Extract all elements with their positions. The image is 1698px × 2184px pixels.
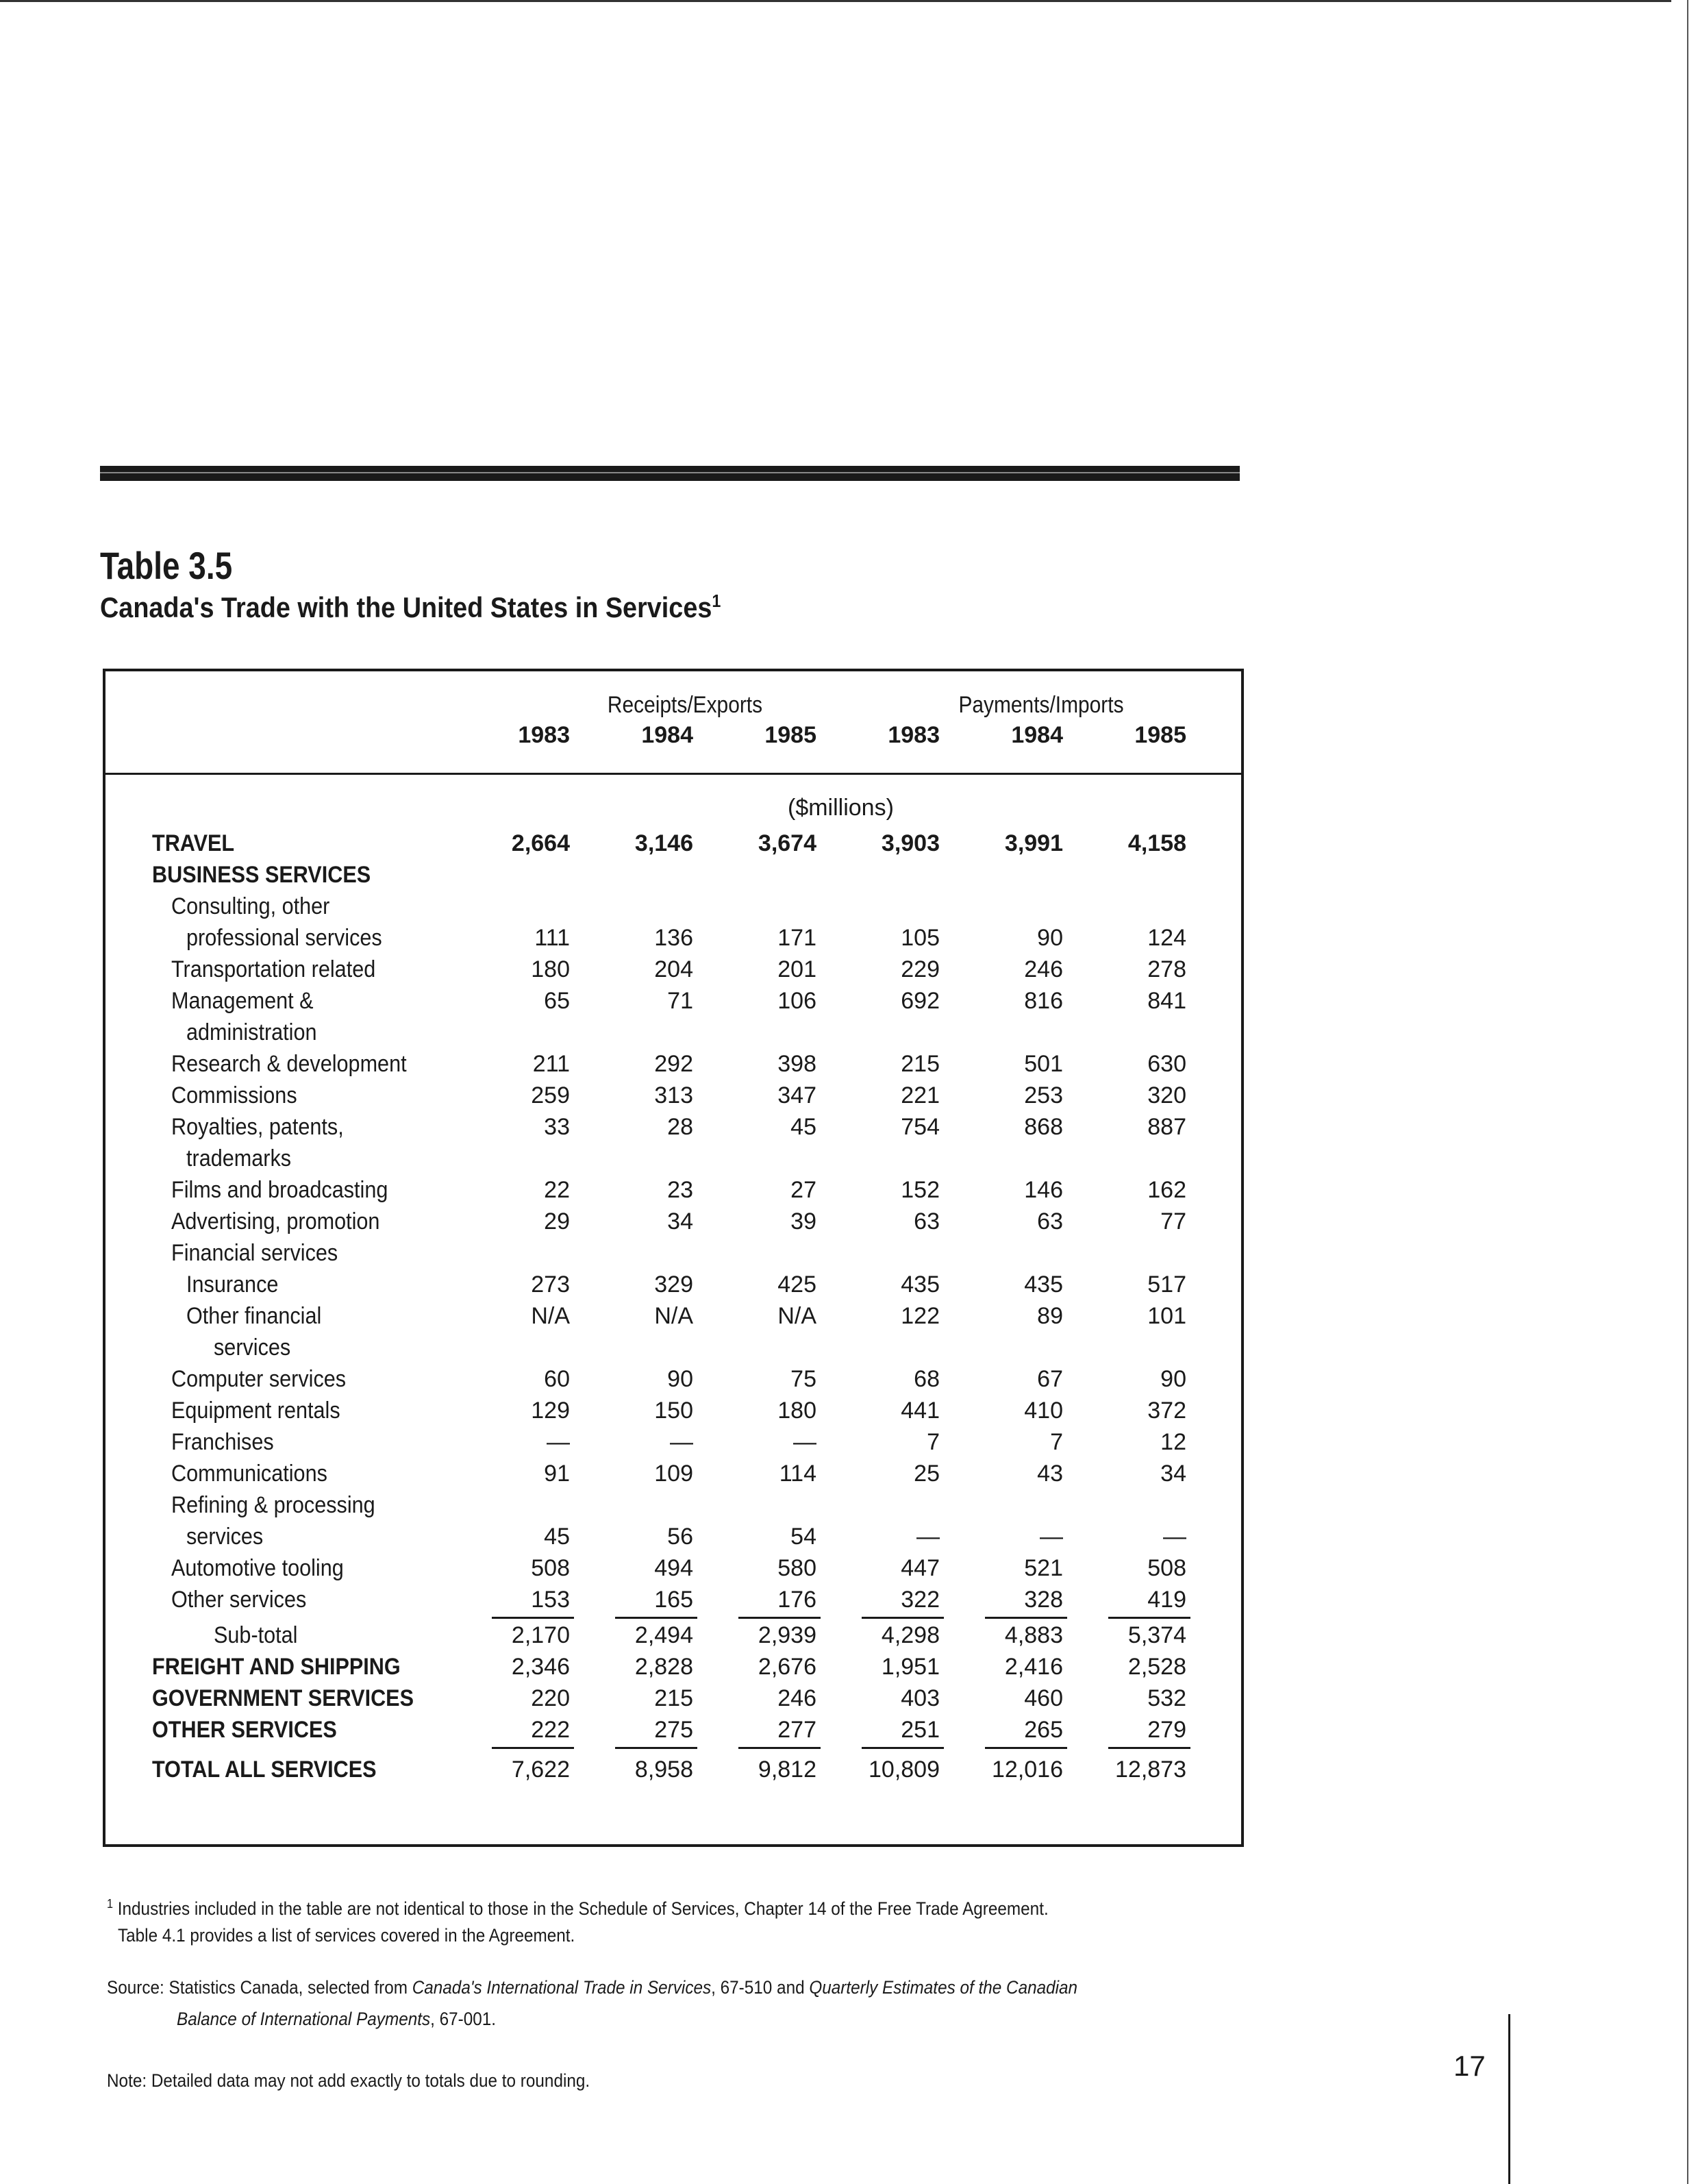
- table-cell: 25: [914, 1461, 940, 1487]
- table-cell: 114: [779, 1461, 816, 1487]
- table-cell: 441: [901, 1398, 940, 1424]
- table-cell: —: [916, 1524, 940, 1550]
- table-cell: 253: [1024, 1082, 1063, 1108]
- table-cell: 90: [1037, 925, 1063, 951]
- table-cell: 176: [777, 1587, 816, 1613]
- table-cell: 1,951: [881, 1654, 940, 1680]
- table-cell: 4,298: [881, 1622, 940, 1648]
- row-label: Franchises: [171, 1429, 274, 1455]
- table-cell: 129: [531, 1398, 570, 1424]
- subtotal-rule: [1108, 1617, 1190, 1619]
- table-cell: 124: [1147, 925, 1186, 951]
- table-cell: 435: [901, 1271, 940, 1298]
- table-cell: 23: [667, 1177, 693, 1203]
- table-cell: 2,828: [634, 1654, 693, 1680]
- table-cell: 63: [914, 1208, 940, 1234]
- table-cell: 4,883: [1004, 1622, 1063, 1648]
- table-cell: 77: [1160, 1208, 1186, 1234]
- table-cell: 508: [1147, 1555, 1186, 1581]
- table-cell: 12: [1160, 1429, 1186, 1455]
- table-cell: 90: [667, 1366, 693, 1392]
- page-right-edge: [1687, 0, 1688, 2184]
- table-cell: 211: [532, 1051, 570, 1077]
- source-publication-1: Canada's International Trade in Services: [412, 1977, 712, 1998]
- table-cell: 34: [667, 1208, 693, 1234]
- subtotal-rule: [492, 1747, 574, 1749]
- table-cell: 152: [901, 1177, 940, 1203]
- row-label: Computer services: [171, 1366, 347, 1392]
- footnote-1-text: Industries included in the table are not identical to those in the Schedule of Services, Chapter 14 of the Free Trade Agreement.: [117, 1898, 1049, 1919]
- table-cell: 398: [777, 1051, 816, 1077]
- table-cell: 2,528: [1127, 1654, 1186, 1680]
- table-cell: 419: [1147, 1587, 1186, 1613]
- row-label: BUSINESS SERVICES: [152, 862, 371, 888]
- year-header: 1984: [641, 722, 693, 748]
- row-label: TOTAL ALL SERVICES: [152, 1757, 377, 1783]
- table-cell: 7: [1050, 1429, 1063, 1455]
- table-cell: 517: [1147, 1271, 1186, 1298]
- table-cell: 56: [667, 1524, 693, 1550]
- table-cell: 8,958: [634, 1757, 693, 1783]
- table-cell: N/A: [654, 1303, 693, 1329]
- table-cell: 278: [1147, 956, 1186, 982]
- table-cell: 10,809: [869, 1757, 940, 1783]
- table-cell: 29: [544, 1208, 570, 1234]
- subtotal-rule: [492, 1617, 574, 1619]
- table-cell: 2,170: [511, 1622, 570, 1648]
- table-cell: 347: [777, 1082, 816, 1108]
- table-cell: 447: [901, 1555, 940, 1581]
- table-cell: 90: [1160, 1366, 1186, 1392]
- table-cell: 180: [531, 956, 570, 982]
- table-cell: 65: [544, 988, 570, 1014]
- table-cell: 67: [1037, 1366, 1063, 1392]
- table-cell: 220: [531, 1685, 570, 1711]
- table-cell: 292: [654, 1051, 693, 1077]
- table-cell: 508: [531, 1555, 570, 1581]
- table-cell: 521: [1024, 1555, 1063, 1581]
- table-cell: —: [793, 1429, 816, 1455]
- row-label: GOVERNMENT SERVICES: [152, 1685, 414, 1711]
- table-cell: 841: [1147, 988, 1186, 1014]
- table-cell: 754: [901, 1114, 940, 1140]
- table-cell: 12,016: [992, 1757, 1063, 1783]
- table-cell: 329: [654, 1271, 693, 1298]
- row-label: Other services: [171, 1587, 307, 1613]
- year-header: 1985: [1134, 722, 1186, 748]
- table-cell: —: [1163, 1524, 1186, 1550]
- page-number: 17: [1453, 2050, 1486, 2082]
- row-label: Royalties, patents,: [171, 1114, 344, 1140]
- table-cell: 215: [654, 1685, 693, 1711]
- source-mid: , 67-510 and: [711, 1977, 810, 1998]
- table-cell: 201: [777, 956, 816, 982]
- table-cell: 27: [790, 1177, 816, 1203]
- table-cell: 153: [531, 1587, 570, 1613]
- row-label: Research & development: [171, 1051, 407, 1077]
- table-cell: 322: [901, 1587, 940, 1613]
- row-label: Advertising, promotion: [171, 1208, 380, 1234]
- table-cell: 180: [777, 1398, 816, 1424]
- subtotal-rule: [738, 1747, 821, 1749]
- row-label: TRAVEL: [152, 830, 235, 856]
- table-cell: 68: [914, 1366, 940, 1392]
- table-cell: 3,991: [1004, 830, 1063, 856]
- page-top-edge: [0, 0, 1671, 9]
- table-cell: 229: [901, 956, 940, 982]
- table-cell: 60: [544, 1366, 570, 1392]
- table-cell: 45: [544, 1524, 570, 1550]
- subtotal-rule: [1108, 1747, 1190, 1749]
- row-label: services: [186, 1524, 264, 1550]
- table-cell: 136: [654, 925, 693, 951]
- table-cell: 4,158: [1127, 830, 1186, 856]
- table-cell: 75: [790, 1366, 816, 1392]
- row-label: Consulting, other: [171, 893, 330, 919]
- source-publication-2-part-2: Balance of International Payments: [177, 2009, 431, 2029]
- table-cell: 122: [901, 1303, 940, 1329]
- table-cell: 435: [1024, 1271, 1063, 1298]
- table-cell: 460: [1024, 1685, 1063, 1711]
- table-cell: 580: [777, 1555, 816, 1581]
- source-line-2: [177, 2003, 496, 2035]
- table-cell: 106: [777, 988, 816, 1014]
- table-cell: 34: [1160, 1461, 1186, 1487]
- table-cell: 7: [927, 1429, 940, 1455]
- table-cell: 630: [1147, 1051, 1186, 1077]
- table-cell: 532: [1147, 1685, 1186, 1711]
- table-cell: 887: [1147, 1114, 1186, 1140]
- table-cell: 215: [901, 1051, 940, 1077]
- row-label: services: [214, 1335, 291, 1361]
- table-cell: 313: [654, 1082, 693, 1108]
- year-header: 1983: [518, 722, 570, 748]
- row-label: professional services: [186, 925, 382, 951]
- table-cell: 372: [1147, 1398, 1186, 1424]
- table-cell: 425: [777, 1271, 816, 1298]
- column-group-receipts: Receipts/Exports: [607, 692, 763, 718]
- table-cell: 7,622: [511, 1757, 570, 1783]
- table-cell: 43: [1037, 1461, 1063, 1487]
- table-cell: 494: [654, 1555, 693, 1581]
- subtotal-rule: [862, 1747, 944, 1749]
- table-cell: 2,416: [1004, 1654, 1063, 1680]
- table-title-text: Canada's Trade with the United States in Services: [100, 591, 712, 623]
- table-cell: 28: [667, 1114, 693, 1140]
- table-cell: 71: [667, 988, 693, 1014]
- table-cell: 9,812: [758, 1757, 816, 1783]
- row-label: FREIGHT AND SHIPPING: [152, 1654, 401, 1680]
- subtotal-rule: [985, 1617, 1067, 1619]
- table-cell: 33: [544, 1114, 570, 1140]
- table-cell: N/A: [777, 1303, 816, 1329]
- table-cell: 165: [654, 1587, 693, 1613]
- table-cell: 246: [1024, 956, 1063, 982]
- year-header: 1983: [888, 722, 940, 748]
- table-cell: 5,374: [1127, 1622, 1186, 1648]
- table-cell: 91: [544, 1461, 570, 1487]
- row-label: Other financial: [186, 1303, 322, 1329]
- table-cell: 2,664: [511, 830, 570, 856]
- table-cell: 146: [1024, 1177, 1063, 1203]
- row-label: Refining & processing: [171, 1492, 375, 1518]
- table-cell: 171: [777, 925, 816, 951]
- table-cell: 63: [1037, 1208, 1063, 1234]
- source-end: , 67-001.: [430, 2009, 497, 2029]
- footnote-1-continued: Table 4.1 provides a list of services covered in the Agreement.: [118, 1925, 575, 1946]
- table-cell: 259: [531, 1082, 570, 1108]
- table-cell: —: [1040, 1524, 1063, 1550]
- source-prefix: Source: Statistics Canada, selected from: [107, 1977, 412, 1998]
- table-cell: 54: [790, 1524, 816, 1550]
- header-rule-bar: [100, 466, 1240, 481]
- source-line-1: [107, 1972, 1077, 2003]
- row-label: Management &: [171, 988, 314, 1014]
- table-cell: 246: [777, 1685, 816, 1711]
- table-cell: 22: [544, 1177, 570, 1203]
- subtotal-rule: [615, 1617, 697, 1619]
- table-cell: 816: [1024, 988, 1063, 1014]
- source-publication-2-part-1: Quarterly Estimates of the Canadian: [809, 1977, 1078, 1998]
- row-label: Sub-total: [214, 1622, 298, 1648]
- header-divider: [103, 773, 1244, 775]
- table-cell: 2,676: [758, 1654, 816, 1680]
- table-number: Table 3.5: [100, 544, 233, 587]
- row-label: Automotive tooling: [171, 1555, 344, 1581]
- row-label: Financial services: [171, 1240, 338, 1266]
- table-cell: 3,903: [881, 830, 940, 856]
- table-cell: 12,873: [1115, 1757, 1186, 1783]
- row-label: Transportation related: [171, 956, 376, 982]
- row-label: OTHER SERVICES: [152, 1717, 337, 1743]
- table-cell: —: [547, 1429, 570, 1455]
- column-group-payments: Payments/Imports: [958, 692, 1124, 718]
- table-cell: 109: [654, 1461, 693, 1487]
- table-cell: 320: [1147, 1082, 1186, 1108]
- footnote-1-mark: 1: [107, 1897, 114, 1911]
- table-cell: 868: [1024, 1114, 1063, 1140]
- table-cell: 403: [901, 1685, 940, 1711]
- row-label: trademarks: [186, 1145, 292, 1171]
- table-cell: 328: [1024, 1587, 1063, 1613]
- table-cell: 265: [1024, 1717, 1063, 1743]
- rounding-note: Note: Detailed data may not add exactly to totals due to rounding.: [107, 2070, 590, 2091]
- row-label: Commissions: [171, 1082, 297, 1108]
- table-cell: 39: [790, 1208, 816, 1234]
- table-cell: 275: [654, 1717, 693, 1743]
- table-cell: 111: [534, 925, 570, 951]
- table-cell: 501: [1024, 1051, 1063, 1077]
- row-label: Communications: [171, 1461, 327, 1487]
- subtotal-rule: [615, 1747, 697, 1749]
- table-cell: 45: [790, 1114, 816, 1140]
- title-footnote-mark: 1: [712, 591, 721, 611]
- table-cell: 221: [901, 1082, 940, 1108]
- row-label: Equipment rentals: [171, 1398, 340, 1424]
- table-cell: N/A: [531, 1303, 570, 1329]
- table-cell: 410: [1024, 1398, 1063, 1424]
- table-cell: 3,674: [758, 830, 816, 856]
- table-cell: 692: [901, 988, 940, 1014]
- table-cell: 162: [1147, 1177, 1186, 1203]
- subtotal-rule: [738, 1617, 821, 1619]
- table-cell: 3,146: [634, 830, 693, 856]
- table-cell: —: [670, 1429, 693, 1455]
- table-title: [100, 591, 721, 624]
- row-label: Insurance: [186, 1271, 279, 1298]
- table-cell: 222: [531, 1717, 570, 1743]
- year-header: 1985: [764, 722, 816, 748]
- table-cell: 2,494: [634, 1622, 693, 1648]
- units-label: ($millions): [788, 795, 894, 821]
- table-cell: 2,939: [758, 1622, 816, 1648]
- page-margin-line: [1508, 2014, 1510, 2184]
- year-header: 1984: [1011, 722, 1063, 748]
- row-label: Films and broadcasting: [171, 1177, 388, 1203]
- table-cell: 251: [901, 1717, 940, 1743]
- table-cell: 2,346: [511, 1654, 570, 1680]
- table-cell: 277: [777, 1717, 816, 1743]
- table-cell: 150: [654, 1398, 693, 1424]
- table-cell: 273: [531, 1271, 570, 1298]
- table-cell: 279: [1147, 1717, 1186, 1743]
- subtotal-rule: [985, 1747, 1067, 1749]
- subtotal-rule: [862, 1617, 944, 1619]
- table-cell: 101: [1147, 1303, 1186, 1329]
- table-cell: 105: [901, 925, 940, 951]
- row-label: administration: [186, 1019, 317, 1045]
- table-cell: 89: [1037, 1303, 1063, 1329]
- table-cell: 204: [654, 956, 693, 982]
